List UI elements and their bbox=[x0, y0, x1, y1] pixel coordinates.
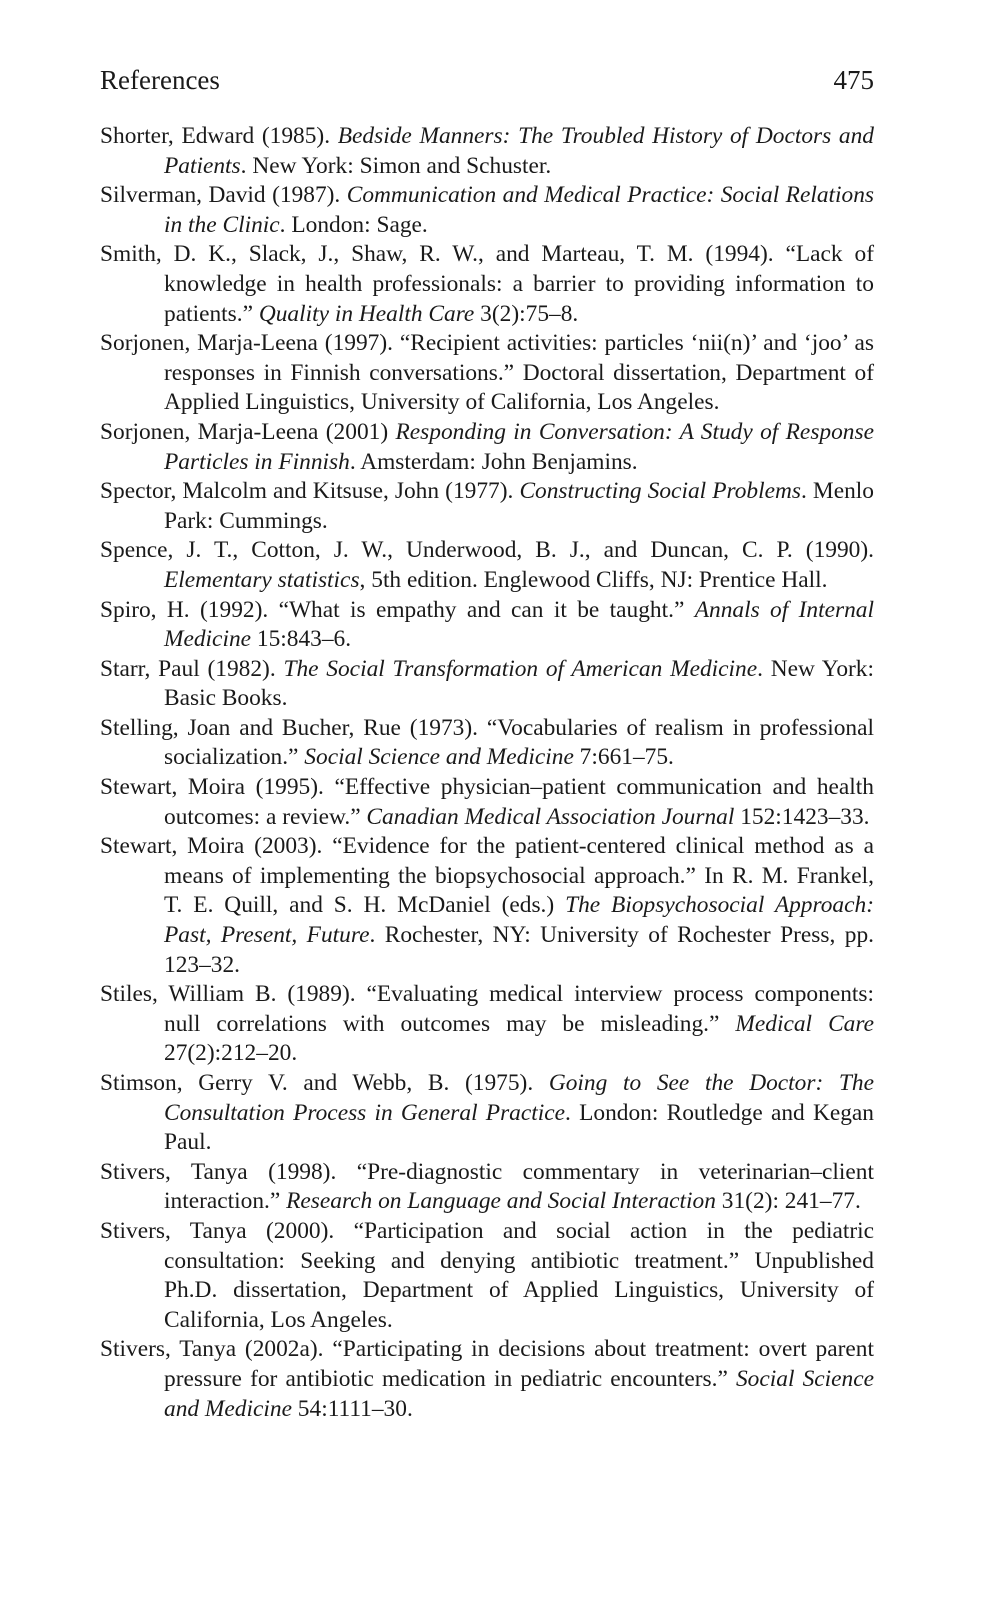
reference-list bbox=[100, 122, 874, 1424]
reference-entry: Sorjonen, Marja-Leena (1997). “Recipient activities: particles ‘nii(n)’ and ‘joo’ as responses in Finnish conversations.” Doctoral dissertation, Department of Applied Linguistics, University of California, Los Angeles. bbox=[100, 330, 874, 416]
running-head bbox=[100, 62, 874, 98]
page-number: 475 bbox=[833, 65, 874, 95]
reference-entry: Sorjonen, Marja-Leena (2001) Responding in Conversation: A Study of Response Particles in Finnish. Amsterdam: John Benjamins. bbox=[100, 418, 874, 475]
reference-entry: Silverman, David (1987). Communication and Medical Practice: Social Relations in the Clinic. London: Sage. bbox=[100, 182, 875, 238]
reference-entry: Stiles, William B. (1989). “Evaluating medical interview process components: null correlations with outcomes may be misleading.” Medical Care 27(2):212–20. bbox=[100, 981, 874, 1067]
reference-entry: Stewart, Moira (1995). “Effective physician–patient communication and health outcomes: a review.” Canadian Medical Association Journal 152:1423–33. bbox=[100, 774, 874, 830]
book-page bbox=[100, 62, 874, 1424]
reference-entry: Starr, Paul (1982). The Social Transformation of American Medicine. New York: Basic Books. bbox=[100, 655, 874, 712]
reference-entry: Stimson, Gerry V. and Webb, B. (1975). Going to See the Doctor: The Consultation Process in General Practice. London: Routledge and Kegan Paul. bbox=[100, 1070, 874, 1156]
reference-entry: Spiro, H. (1992). “What is empathy and can it be taught.” Annals of Internal Medicine 15:843–6. bbox=[100, 596, 874, 653]
reference-entry: Shorter, Edward (1985). Bedside Manners: The Troubled History of Doctors and Patients. New York: Simon and Schuster. bbox=[100, 123, 874, 179]
reference-entry: Spector, Malcolm and Kitsuse, John (1977). Constructing Social Problems. Menlo Park: Cummings. bbox=[100, 478, 874, 534]
reference-entry: Stivers, Tanya (1998). “Pre-diagnostic commentary in veterinarian–client interaction.” Research on Language and Social Interaction 31(2): 241–77. bbox=[100, 1158, 874, 1215]
reference-entry: Stivers, Tanya (2000). “Participation and social action in the pediatric consultation: Seeking and denying antibiotic treatment.” Unpublished Ph.D. dissertation, Department of Applied Linguistics, University of California, Los Angeles. bbox=[100, 1217, 874, 1333]
reference-entry: Stivers, Tanya (2002a). “Participating in decisions about treatment: overt parent pressure for antibiotic medication in pediatric encounters.” Social Science and Medicine 54:1111–30. bbox=[100, 1336, 874, 1422]
section-title: References bbox=[100, 65, 220, 95]
reference-entry: Smith, D. K., Slack, J., Shaw, R. W., and Marteau, T. M. (1994). “Lack of knowledge in health professionals: a barrier to providing information to patients.” Quality in Health Care 3(2):75–8. bbox=[100, 241, 874, 327]
reference-entry: Stelling, Joan and Bucher, Rue (1973). “Vocabularies of realism in professional socialization.” Social Science and Medicine 7:661–75. bbox=[100, 714, 874, 771]
reference-entry: Spence, J. T., Cotton, J. W., Underwood, B. J., and Duncan, C. P. (1990). Elementary statistics, 5th edition. Englewood Cliffs, NJ: Prentice Hall. bbox=[100, 537, 874, 593]
reference-entry: Stewart, Moira (2003). “Evidence for the patient-centered clinical method as a means of implementing the biopsychosocial approach.” In R. M. Frankel, T. E. Quill, and S. H. McDaniel (eds.) The Biopsychosocial Approach: Past, Present, Future. Rochester, NY: University of Rochester Press, pp. 123–32. bbox=[100, 833, 874, 978]
